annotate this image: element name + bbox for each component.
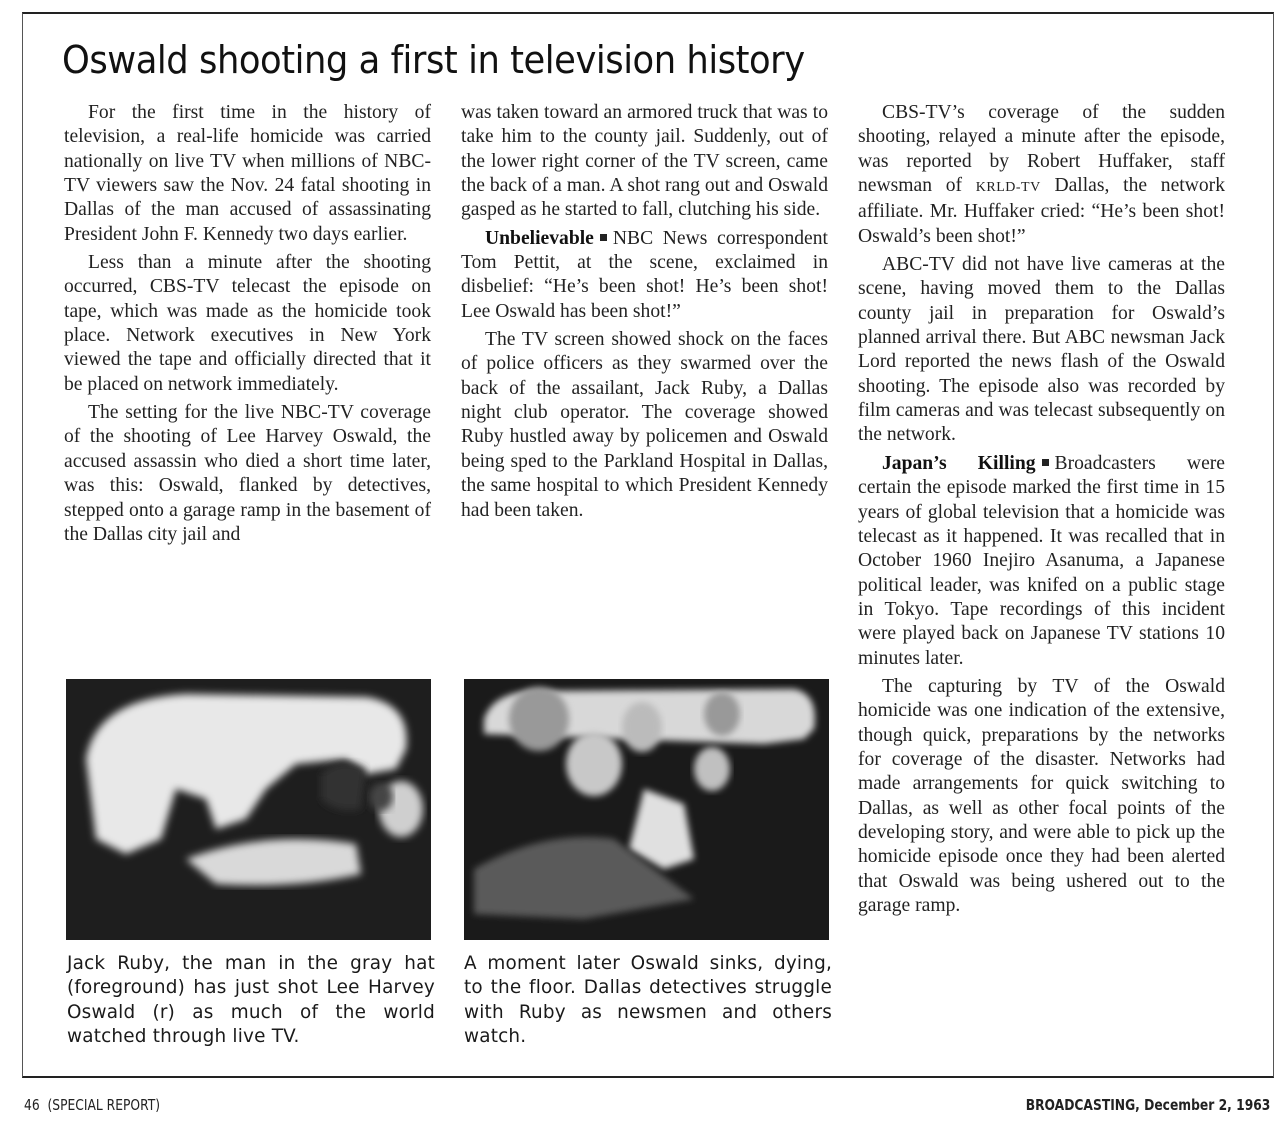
paragraph: The TV screen showed shock on the faces of police officers as they swarmed over the back of the assailant, Jack Ruby, a Dallas night club operator. The coverage showed Ruby hustled away by policemen and Oswald being sped to the Parkland Hospital in Dallas, the same hospital to which President Kennedy had been taken. bbox=[461, 329, 828, 521]
subhead-kicker: Unbelievable bbox=[485, 227, 594, 249]
photo-caption: Jack Ruby, the man in the gray hat (foreground) has just shot Lee Harvey Oswald (r) as much of the world watched through live TV. bbox=[67, 953, 435, 1048]
paragraph: ABC-TV did not have live cameras at the scene, having moved them to the Dallas county jail in preparation for Oswald’s planned arrival there. But ABC newsman Jack Lord reported the news flash of the Oswald shooting. The episode also was recorded by film cameras and was telecast subsequently on the network. bbox=[858, 254, 1225, 446]
station-callsign: KRLD-TV bbox=[975, 180, 1041, 196]
photo-ruby-shooting bbox=[66, 679, 431, 940]
paragraph bbox=[858, 101, 1225, 249]
paragraph: The setting for the live NBC-TV coverage of the shooting of Lee Harvey Oswald, the accused assassin who died a short time later, was this: Oswald, flanked by detectives, stepped onto a garage ramp in the basement of the Dallas city jail and bbox=[64, 402, 431, 545]
section-label: (SPECIAL REPORT) bbox=[47, 1096, 161, 1114]
paragraph-text: NBC News correspondent Tom Pettit, at the scene, exclaimed in disbelief: “He’s been shot! He’s been shot! Lee Oswald has been shot!” bbox=[461, 227, 828, 322]
footer-publication: BROADCASTING, December 2, 1963 bbox=[1025, 1096, 1270, 1114]
photo-caption: A moment later Oswald sinks, dying, to the floor. Dallas detectives struggle with Ruby as newsmen and others watch. bbox=[464, 953, 832, 1048]
paragraph: For the first time in the history of television, a real-life homicide was carried nationally on live TV when millions of NBC-TV viewers saw the Nov. 24 fatal shooting in Dallas of the man accused of assassinating President John F. Kennedy two days earlier. bbox=[64, 102, 431, 245]
photo-oswald-sinks bbox=[464, 679, 829, 940]
article-column-3 bbox=[858, 101, 1225, 922]
tv-still-image bbox=[464, 679, 829, 940]
page-number: 46 bbox=[24, 1096, 40, 1114]
paragraph: The capturing by TV of the Oswald homicide was one indication of the extensive, though quick, preparations by the networks for coverage of the disaster. Networks had made arrangements for quick switching to Dallas, as well as other focal points of the developing story, and were able to pick up the homicide episode once they had been alerted that Oswald was being ushered out to the garage ramp. bbox=[858, 675, 1225, 916]
square-bullet-icon bbox=[600, 234, 607, 241]
article-column-1 bbox=[64, 101, 431, 551]
paragraph-with-kicker bbox=[461, 227, 828, 324]
paragraph-with-kicker bbox=[858, 452, 1225, 671]
subhead-kicker: Japan’s Killing bbox=[882, 452, 1036, 474]
paragraph-text: Broadcasters were certain the episode marked the first time in 15 years of global television that a homicide was telecast as it happened. It was recalled that in October 1960 Inejiro Asanuma, a Japanese political leader, was knifed on a public stage in Tokyo. Tape recordings of this incident were played back on Japanese TV stations 10 minutes later. bbox=[858, 452, 1225, 669]
tv-still-image bbox=[66, 679, 431, 940]
footer-page-info bbox=[24, 1096, 160, 1114]
article-column-2 bbox=[461, 101, 828, 527]
paragraph: Less than a minute after the shooting occurred, CBS-TV telecast the episode on tape, which was made as the homicide took place. Network executives in New York viewed the tape and officially directed that it be placed on network immediately. bbox=[64, 252, 431, 395]
square-bullet-icon bbox=[1042, 459, 1049, 466]
paragraph: was taken toward an armored truck that was to take him to the county jail. Suddenly, out of the lower right corner of the TV screen, came the back of a man. A shot rang out and Oswald gasped as he started to fall, clutching his side. bbox=[461, 102, 828, 221]
paragraph-text: Dallas, the network affiliate. Mr. Huffaker cried: “He’s been shot! Oswald’s been shot!” bbox=[858, 175, 1225, 247]
paragraph-text: CBS-TV’s coverage of the sudden shooting, relayed a minute after the episode, was reported by Robert Huffaker, staff newsman of bbox=[858, 102, 1225, 197]
headline: Oswald shooting a first in television history bbox=[62, 38, 805, 82]
